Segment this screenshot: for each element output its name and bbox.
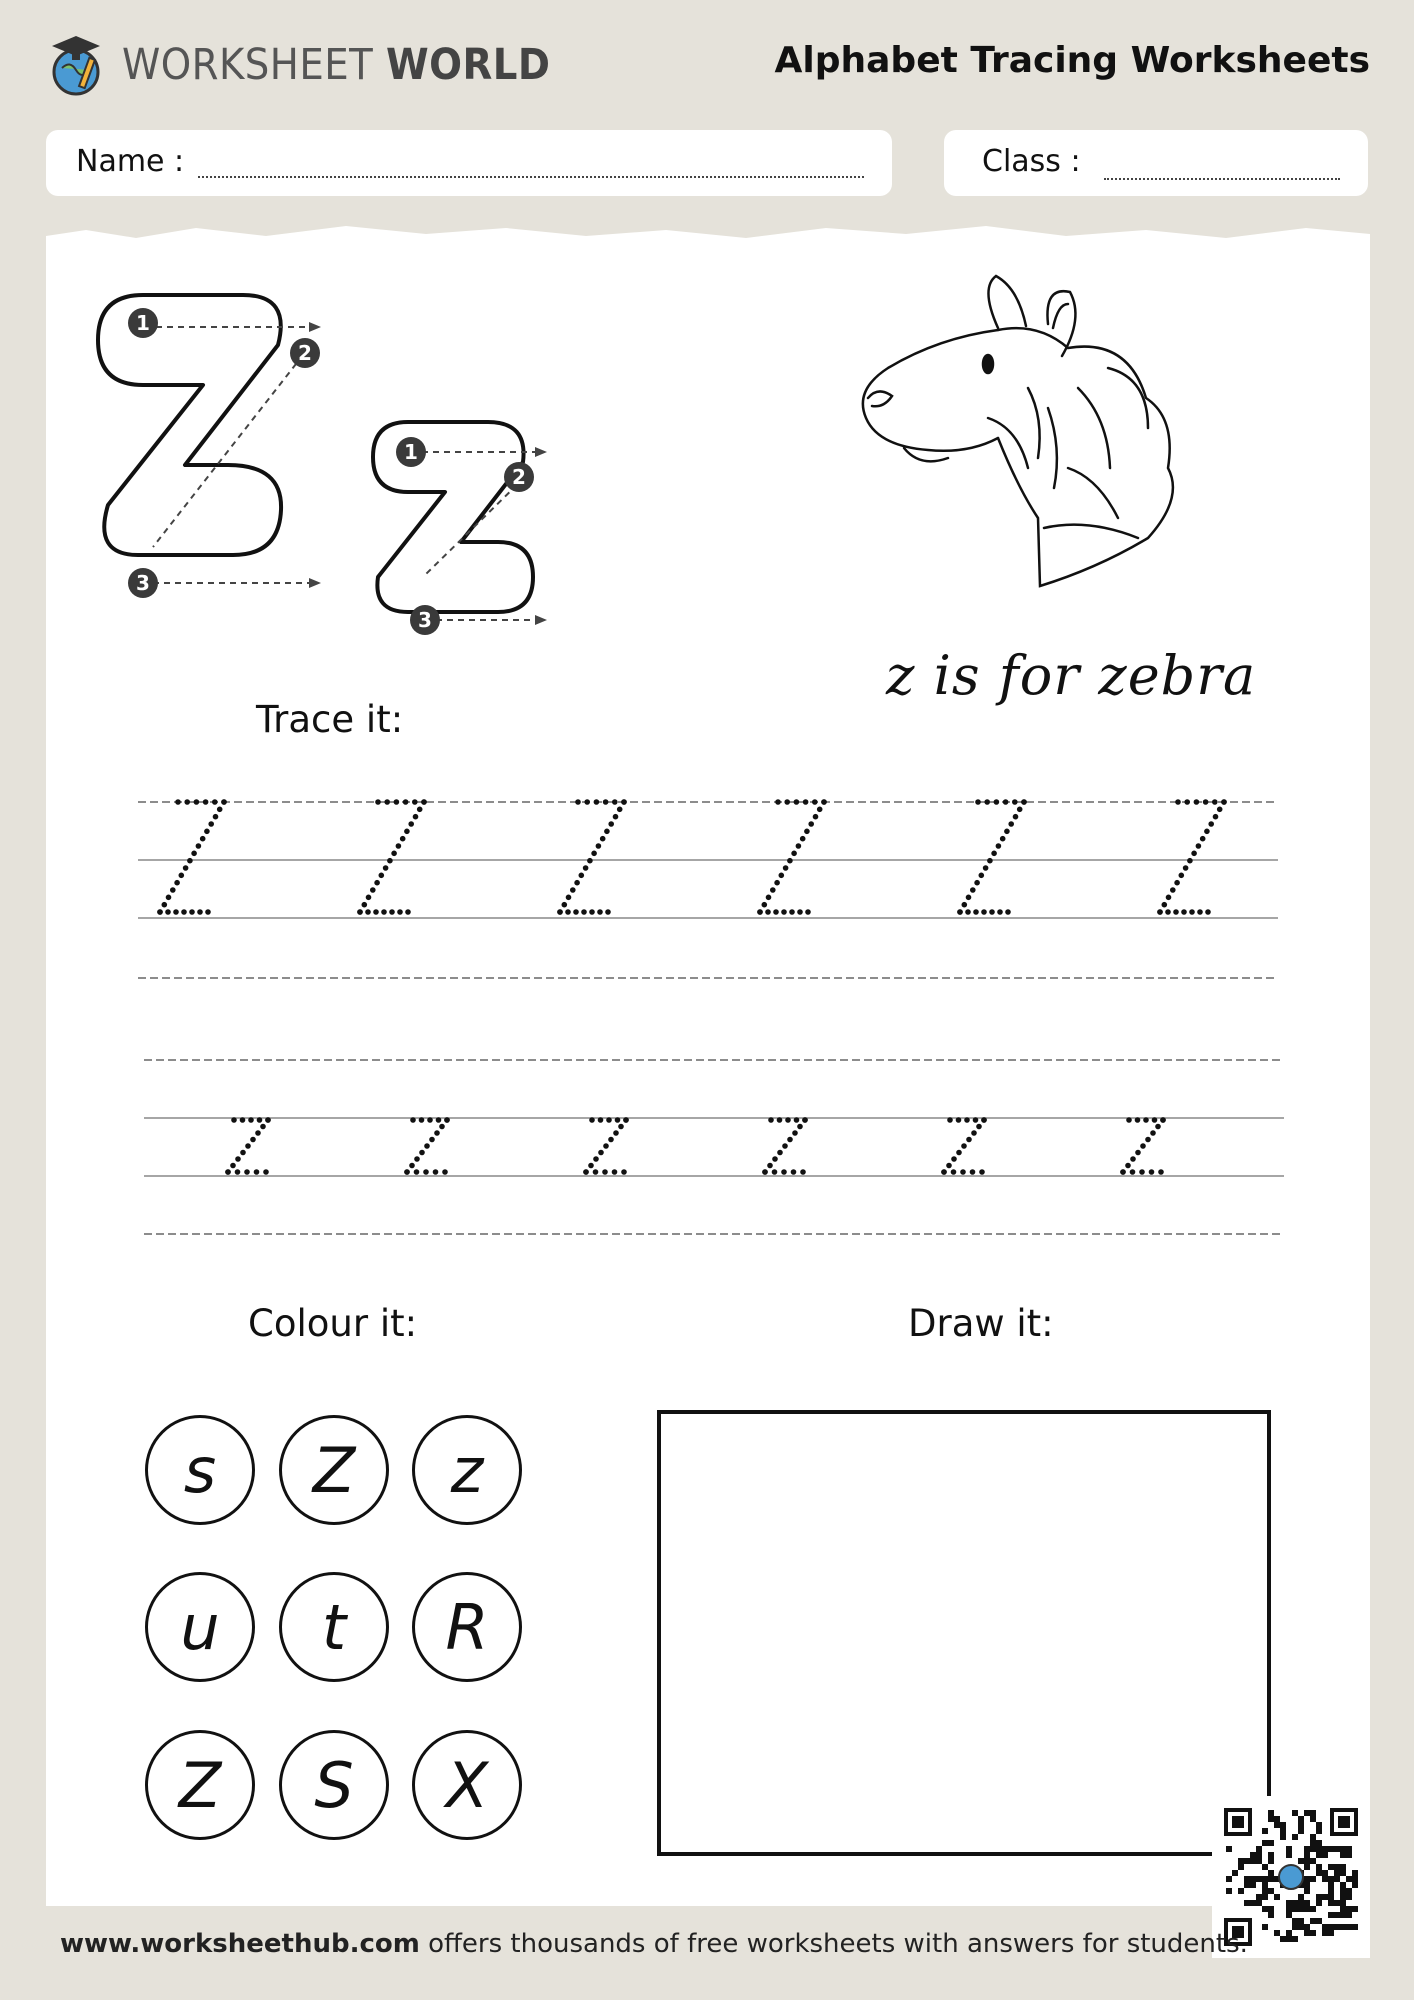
trace-lowercase-z [941,1117,987,1175]
trace-lowercase-z [225,1117,271,1175]
name-field[interactable] [46,130,892,196]
stroke-number-badge [396,437,426,467]
name-write-line [198,176,864,178]
svg-text:3: 3 [418,608,432,632]
stroke-number-badge [504,462,534,492]
colour-letter-circle[interactable]: t [279,1572,389,1682]
trace-section-label: Trace it: [256,698,404,741]
draw-area[interactable] [657,1410,1271,1856]
class-write-line [1104,178,1340,180]
name-label: Name : [76,144,185,179]
letter-caption: z is for zebra [886,644,1257,707]
uppercase-z-outline [98,295,281,555]
worksheet-title: Alphabet Tracing Worksheets [774,40,1370,81]
trace-uppercase-z [757,799,827,915]
trace-lowercase-z [1120,1117,1166,1175]
colour-letter-circle[interactable]: Z [145,1730,255,1840]
class-field[interactable] [944,130,1368,196]
footer-text: www.worksheethub.com offers thousands of free worksheets with answers for students. [60,1929,1248,1959]
svg-text:1: 1 [136,311,150,335]
colour-letter-circle[interactable]: s [145,1415,255,1525]
svg-text:3: 3 [136,571,150,595]
worksheet-world-logo-icon [46,28,106,100]
svg-text:2: 2 [298,341,312,365]
stroke-number-badges [128,308,534,635]
trace-uppercase-z [557,799,627,915]
trace-uppercase-z [357,799,427,915]
trace-lowercase-z [583,1117,629,1175]
colour-letter-circle[interactable]: X [412,1730,522,1840]
zebra-illustration [848,268,1228,608]
colour-letter-circle[interactable]: Z [279,1415,389,1525]
colour-letter-circle[interactable]: S [279,1730,389,1840]
class-label: Class : [982,144,1081,179]
trace-uppercase-z [957,799,1027,915]
lowercase-tracing-row[interactable] [144,1050,1284,1240]
trace-uppercase-z [157,799,227,915]
trace-uppercase-z [1157,799,1227,915]
stroke-number-badge [290,338,320,368]
colour-letter-circle[interactable]: z [412,1415,522,1525]
footer-link[interactable]: www.worksheethub.com [60,1929,420,1959]
stroke-number-badge [128,308,158,338]
svg-text:1: 1 [404,440,418,464]
svg-text:2: 2 [512,465,526,489]
colour-letter-circle[interactable]: R [412,1572,522,1682]
uppercase-tracing-row[interactable] [138,790,1278,990]
brand-name: WORKSHEET WORLD [122,40,551,90]
stroke-number-badge [410,605,440,635]
colour-letter-circle[interactable]: u [145,1572,255,1682]
colour-section-label: Colour it: [248,1302,418,1345]
trace-lowercase-z [762,1117,808,1175]
trace-lowercase-z [404,1117,450,1175]
stroke-number-badge [128,568,158,598]
draw-section-label: Draw it: [908,1302,1054,1345]
stroke-order-letters [95,285,595,665]
